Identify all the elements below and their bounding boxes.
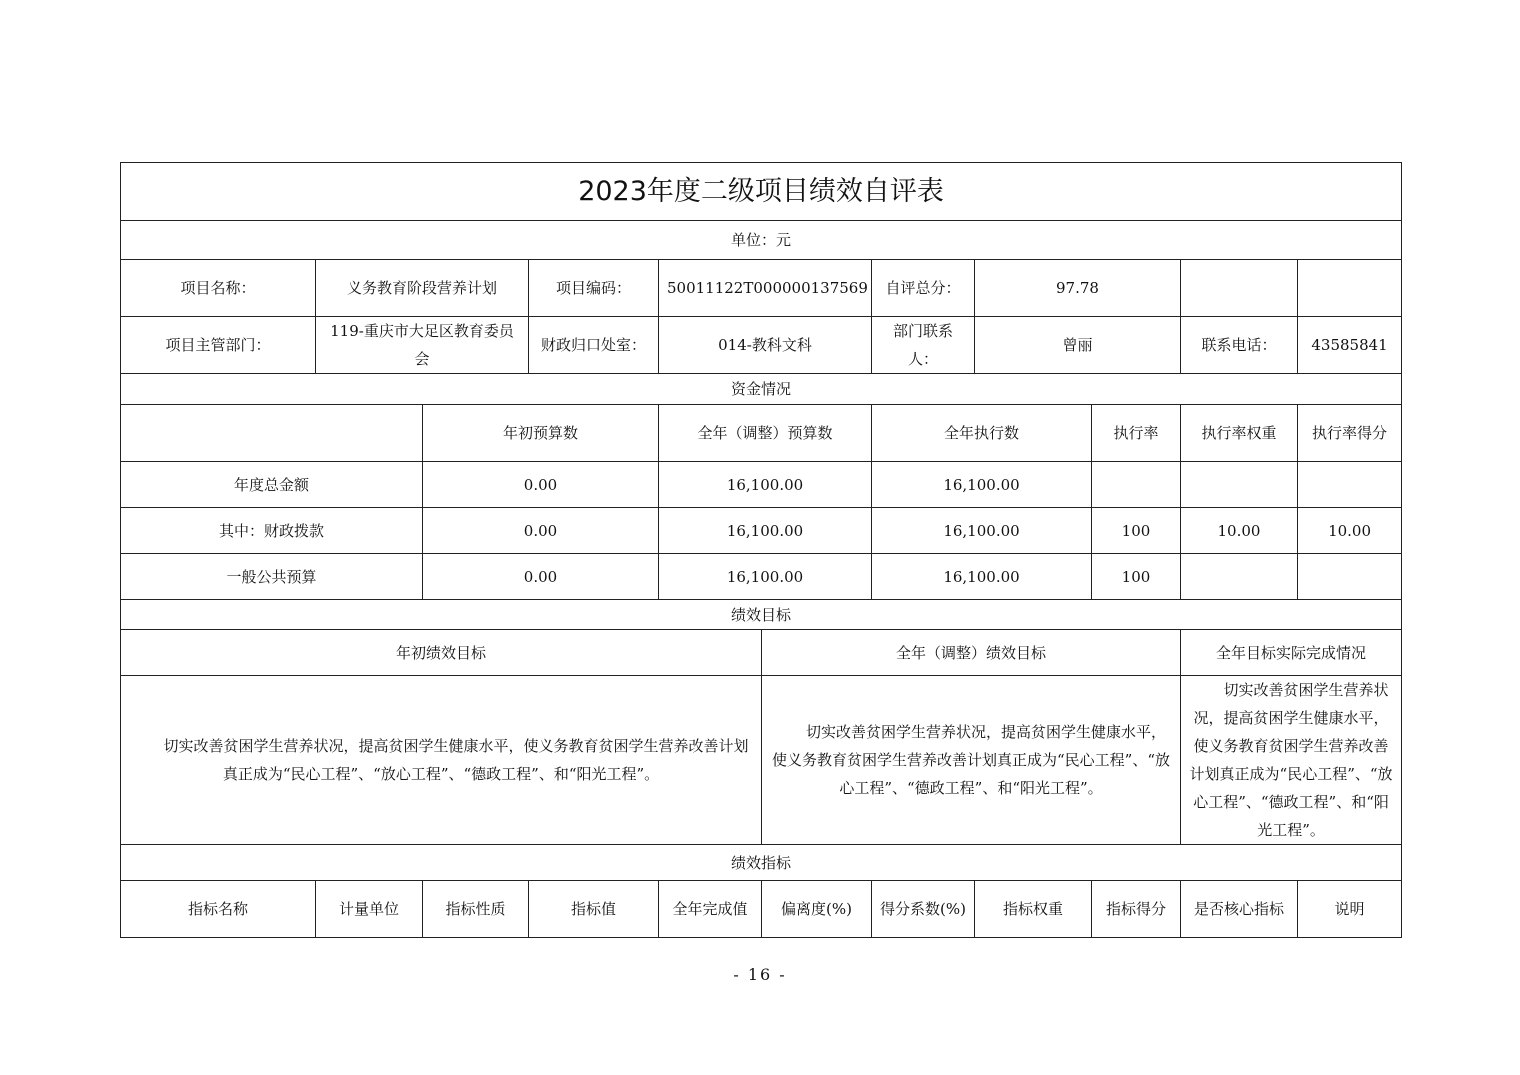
self-score-value: 97.78	[975, 260, 1181, 317]
funds-header-blank	[121, 405, 423, 462]
finance-office-value: 014-教科文科	[659, 317, 872, 374]
funds-row-initial: 0.00	[423, 462, 659, 508]
funds-section-title: 资金情况	[121, 374, 1402, 405]
contact-value: 曾丽	[975, 317, 1181, 374]
dept-label: 项目主管部门：	[121, 317, 316, 374]
phone-label: 联系电话：	[1181, 317, 1298, 374]
goals-initial-text: 切实改善贫困学生营养状况，提高贫困学生健康水平，使义务教育贫困学生营养改善计划真正成为“民心工程”、“放心工程”、“德政工程”、和“阳光工程”。	[121, 676, 762, 845]
funds-row-adjusted: 16,100.00	[659, 462, 872, 508]
contact-label: 部门联系人：	[872, 317, 975, 374]
funds-header-adjusted: 全年（调整）预算数	[659, 405, 872, 462]
project-name-value: 义务教育阶段营养计划	[316, 260, 529, 317]
page-number: - 16 -	[733, 965, 787, 984]
funds-row-initial: 0.00	[423, 508, 659, 554]
dept-value: 119-重庆市大足区教育委员会	[316, 317, 529, 374]
phone-value: 43585841	[1298, 317, 1402, 374]
funds-row-weight	[1181, 462, 1298, 508]
self-score-label: 自评总分：	[872, 260, 975, 317]
unit-label: 单位：元	[121, 221, 1402, 260]
funds-row-initial: 0.00	[423, 554, 659, 600]
funds-row-rate	[1092, 462, 1181, 508]
funds-header-rate: 执行率	[1092, 405, 1181, 462]
funds-row-score: 10.00	[1298, 508, 1402, 554]
goals-section-title: 绩效目标	[121, 600, 1402, 630]
indicators-section-title: 绩效指标	[121, 845, 1402, 881]
funds-row-label: 一般公共预算	[121, 554, 423, 600]
funds-row-adjusted: 16,100.00	[659, 554, 872, 600]
funds-row-executed: 16,100.00	[872, 554, 1092, 600]
funds-row-rate: 100	[1092, 508, 1181, 554]
indicator-header-note: 说明	[1298, 881, 1402, 938]
indicator-header-coefficient: 得分系数(%)	[872, 881, 975, 938]
indicator-header-value: 指标值	[529, 881, 659, 938]
table-row	[121, 462, 1402, 508]
indicator-header-name: 指标名称	[121, 881, 316, 938]
indicator-header-unit: 计量单位	[316, 881, 423, 938]
indicator-header-completed: 全年完成值	[659, 881, 762, 938]
goals-header-adjusted: 全年（调整）绩效目标	[762, 630, 1181, 676]
funds-row-rate: 100	[1092, 554, 1181, 600]
goals-actual-text: 切实改善贫困学生营养状况，提高贫困学生健康水平，使义务教育贫困学生营养改善计划真正成为“民心工程”、“放心工程”、“德政工程”、和“阳光工程”。	[1181, 676, 1402, 845]
funds-row-score	[1298, 554, 1402, 600]
indicator-header-score: 指标得分	[1092, 881, 1181, 938]
project-code-value: 50011122T000000137569	[659, 260, 872, 317]
performance-evaluation-table	[120, 162, 1402, 938]
indicator-header-deviation: 偏离度(%)	[762, 881, 872, 938]
funds-header-weight: 执行率权重	[1181, 405, 1298, 462]
funds-header-initial: 年初预算数	[423, 405, 659, 462]
funds-row-executed: 16,100.00	[872, 508, 1092, 554]
finance-office-label: 财政归口处室：	[529, 317, 659, 374]
funds-row-weight	[1181, 554, 1298, 600]
empty-cell	[1298, 260, 1402, 317]
funds-row-score	[1298, 462, 1402, 508]
goals-header-actual: 全年目标实际完成情况	[1181, 630, 1402, 676]
goals-header-initial: 年初绩效目标	[121, 630, 762, 676]
funds-header-executed: 全年执行数	[872, 405, 1092, 462]
funds-row-adjusted: 16,100.00	[659, 508, 872, 554]
indicator-header-nature: 指标性质	[423, 881, 529, 938]
table-row	[121, 508, 1402, 554]
funds-row-executed: 16,100.00	[872, 462, 1092, 508]
indicator-header-core: 是否核心指标	[1181, 881, 1298, 938]
goals-adjusted-text: 切实改善贫困学生营养状况，提高贫困学生健康水平，使义务教育贫困学生营养改善计划真正成为“民心工程”、“放心工程”、“德政工程”、和“阳光工程”。	[762, 676, 1181, 845]
funds-row-weight: 10.00	[1181, 508, 1298, 554]
funds-header-score: 执行率得分	[1298, 405, 1402, 462]
project-code-label: 项目编码：	[529, 260, 659, 317]
funds-row-label: 年度总金额	[121, 462, 423, 508]
indicator-header-weight: 指标权重	[975, 881, 1092, 938]
table-row	[121, 554, 1402, 600]
empty-cell	[1181, 260, 1298, 317]
project-name-label: 项目名称：	[121, 260, 316, 317]
funds-row-label: 其中：财政拨款	[121, 508, 423, 554]
form-title: 2023年度二级项目绩效自评表	[121, 163, 1402, 221]
